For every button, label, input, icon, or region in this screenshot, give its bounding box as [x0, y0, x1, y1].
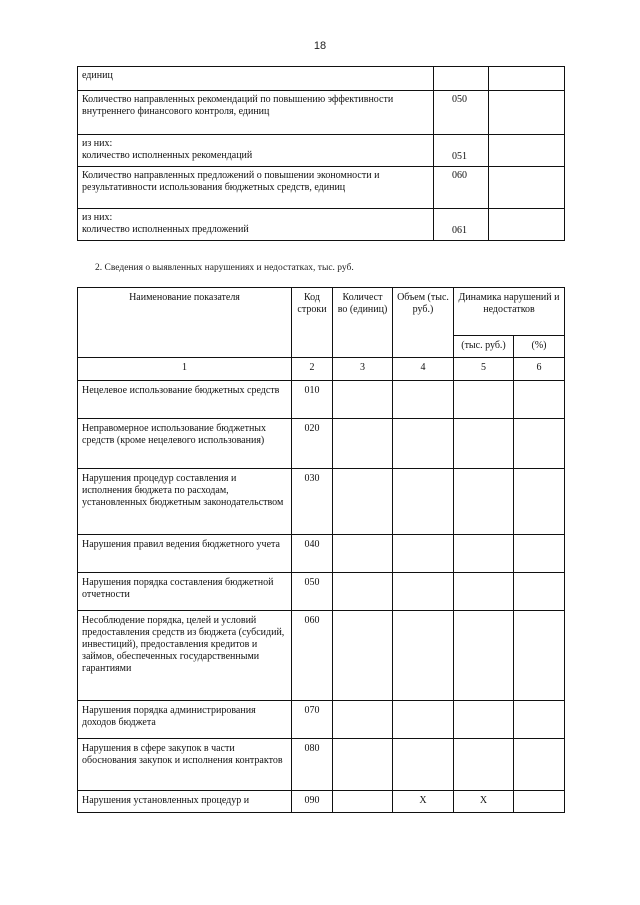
header-count: Количест во (единиц)	[333, 288, 393, 358]
violation-count-cell	[333, 701, 393, 739]
section-caption: 2. Сведения о выявленных нарушениях и недостатках, тыс. руб.	[95, 263, 354, 273]
violation-code: 030	[292, 469, 333, 535]
indicator-label: Количество направленных предложений о повышении экономности и результативности использования бюджетных средств, единиц	[78, 167, 434, 209]
dynamics-pct-cell	[514, 469, 565, 535]
indicators-continuation-table	[77, 66, 565, 241]
column-numbers-row	[78, 358, 565, 381]
violation-label: Нарушения правил ведения бюджетного учета	[78, 535, 292, 573]
violation-row	[78, 611, 565, 701]
column-number: 4	[393, 358, 454, 381]
indicator-row	[78, 67, 565, 91]
violation-row	[78, 469, 565, 535]
violation-row	[78, 573, 565, 611]
violation-volume-cell: X	[393, 791, 454, 813]
indicator-row	[78, 209, 565, 241]
header-dynamics: Динамика нарушений и недостатков	[454, 288, 565, 336]
column-number: 6	[514, 358, 565, 381]
indicator-value-cell	[489, 135, 565, 167]
dynamics-pct-cell	[514, 611, 565, 701]
violation-label: Нарушения порядка составления бюджетной отчетности	[78, 573, 292, 611]
violation-row	[78, 791, 565, 813]
violation-volume-cell	[393, 739, 454, 791]
violation-label: Нецелевое использование бюджетных средств	[78, 381, 292, 419]
dynamics-rub-cell	[454, 573, 514, 611]
violation-code: 060	[292, 611, 333, 701]
violation-count-cell	[333, 611, 393, 701]
column-number: 1	[78, 358, 292, 381]
indicator-row	[78, 91, 565, 135]
violation-label: Нарушения в сфере закупок в части обоснования закупок и исполнения контрактов	[78, 739, 292, 791]
indicator-label: из них: количество исполненных рекомендаций	[78, 135, 434, 167]
dynamics-pct-cell	[514, 573, 565, 611]
indicator-code: 061	[434, 209, 489, 241]
indicator-label: Количество направленных рекомендаций по повышению эффективности внутреннего финансового контроля, единиц	[78, 91, 434, 135]
dynamics-rub-cell: X	[454, 791, 514, 813]
column-number: 5	[454, 358, 514, 381]
violations-table	[77, 287, 565, 813]
violation-row	[78, 381, 565, 419]
dynamics-pct-cell	[514, 381, 565, 419]
violation-code: 010	[292, 381, 333, 419]
page-number: 18	[313, 40, 327, 52]
violation-code: 080	[292, 739, 333, 791]
indicator-row	[78, 135, 565, 167]
violation-count-cell	[333, 535, 393, 573]
violation-count-cell	[333, 469, 393, 535]
header-dynamics-rub: (тыс. руб.)	[454, 336, 514, 358]
dynamics-pct-cell	[514, 535, 565, 573]
dynamics-rub-cell	[454, 739, 514, 791]
dynamics-pct-cell	[514, 739, 565, 791]
header-volume: Объем (тыс. руб.)	[393, 288, 454, 358]
header-name: Наименование показателя	[78, 288, 292, 358]
violation-volume-cell	[393, 535, 454, 573]
violation-label: Несоблюдение порядка, целей и условий предоставления средств из бюджета (субсидий, инвестиций), предоставления кредитов и займов, обеспеченных государственными гарантиями	[78, 611, 292, 701]
violation-row	[78, 701, 565, 739]
violation-code: 090	[292, 791, 333, 813]
dynamics-rub-cell	[454, 381, 514, 419]
indicator-label: единиц	[78, 67, 434, 91]
dynamics-pct-cell	[514, 419, 565, 469]
violation-volume-cell	[393, 469, 454, 535]
indicator-value-cell	[489, 167, 565, 209]
violation-count-cell	[333, 419, 393, 469]
violation-code: 050	[292, 573, 333, 611]
violation-code: 040	[292, 535, 333, 573]
violation-label: Нарушения процедур составления и исполнения бюджета по расходам, установленных бюджетным законодательством	[78, 469, 292, 535]
dynamics-rub-cell	[454, 535, 514, 573]
dynamics-pct-cell	[514, 701, 565, 739]
dynamics-rub-cell	[454, 419, 514, 469]
dynamics-rub-cell	[454, 611, 514, 701]
indicator-row	[78, 167, 565, 209]
indicator-code: 050	[434, 91, 489, 135]
indicator-code	[434, 67, 489, 91]
violation-label: Нарушения порядка администрирования доходов бюджета	[78, 701, 292, 739]
violation-volume-cell	[393, 381, 454, 419]
violation-label: Нарушения установленных процедур и	[78, 791, 292, 813]
indicator-label: из них: количество исполненных предложений	[78, 209, 434, 241]
violation-label: Неправомерное использование бюджетных средств (кроме нецелевого использования)	[78, 419, 292, 469]
dynamics-rub-cell	[454, 701, 514, 739]
indicator-value-cell	[489, 209, 565, 241]
indicator-value-cell	[489, 91, 565, 135]
violation-volume-cell	[393, 611, 454, 701]
header-code: Код строки	[292, 288, 333, 358]
violation-code: 070	[292, 701, 333, 739]
dynamics-pct-cell	[514, 791, 565, 813]
violation-count-cell	[333, 573, 393, 611]
violation-volume-cell	[393, 701, 454, 739]
violation-row	[78, 419, 565, 469]
violation-count-cell	[333, 791, 393, 813]
dynamics-rub-cell	[454, 469, 514, 535]
indicator-code: 051	[434, 135, 489, 167]
column-number: 3	[333, 358, 393, 381]
violation-volume-cell	[393, 419, 454, 469]
header-dynamics-pct: (%)	[514, 336, 565, 358]
indicator-value-cell	[489, 67, 565, 91]
violation-row	[78, 535, 565, 573]
violation-count-cell	[333, 381, 393, 419]
violation-volume-cell	[393, 573, 454, 611]
indicator-code: 060	[434, 167, 489, 209]
column-number: 2	[292, 358, 333, 381]
violation-row	[78, 739, 565, 791]
violation-count-cell	[333, 739, 393, 791]
violation-code: 020	[292, 419, 333, 469]
